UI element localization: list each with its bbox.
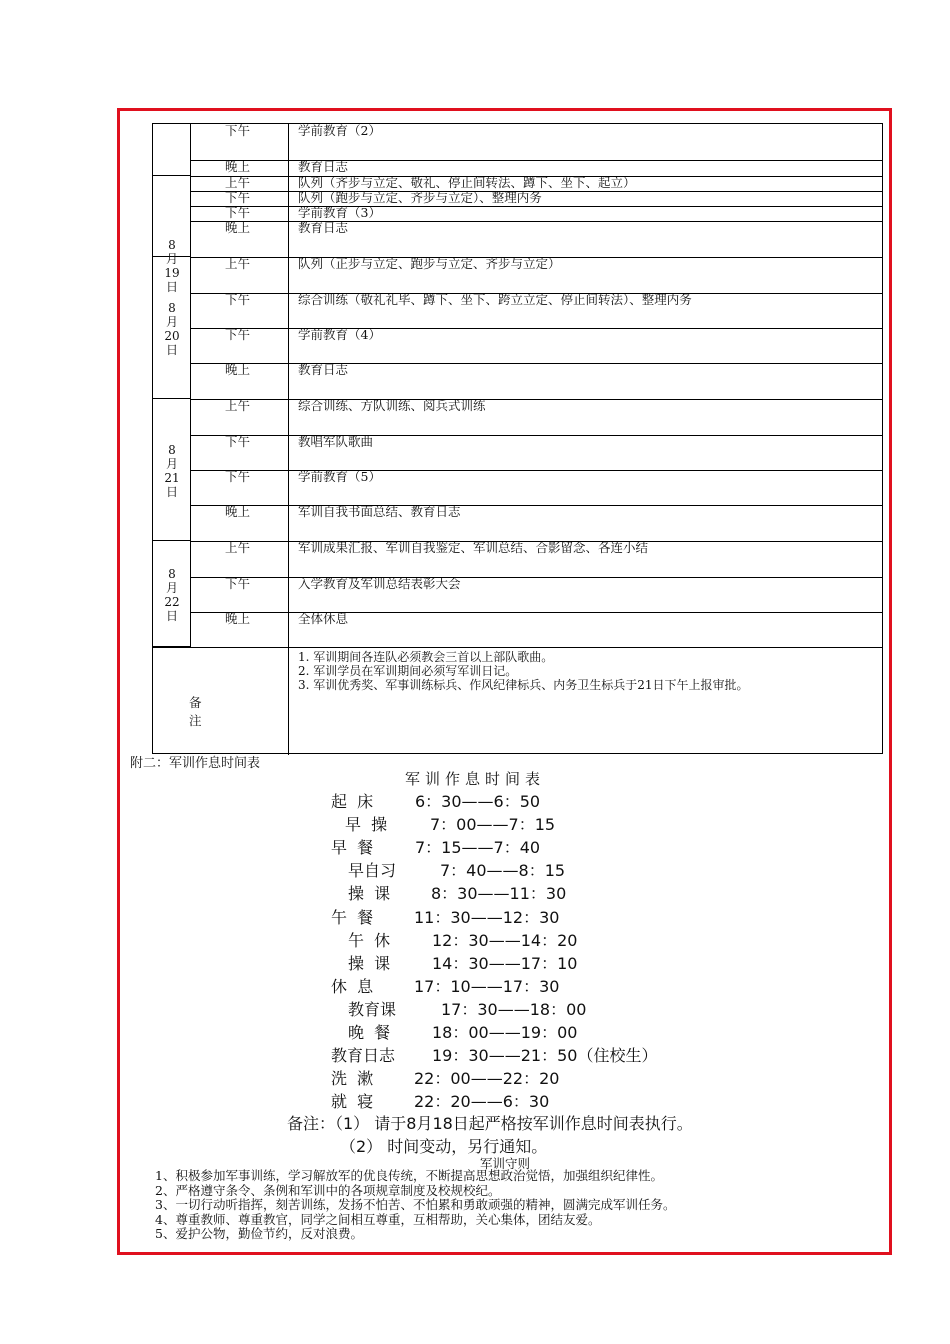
row-divider: [191, 206, 289, 207]
row-divider: [289, 293, 882, 294]
time-cell: 晚上: [191, 363, 289, 399]
content-cell: 教育日志: [298, 220, 349, 235]
row-divider: [289, 363, 882, 364]
row-divider: [289, 176, 882, 177]
row-divider: [289, 541, 882, 542]
time-cell: 下午: [191, 435, 289, 470]
content-cell: 教唱军队歌曲: [298, 434, 374, 449]
content-cell: 教育日志: [298, 159, 349, 174]
timetable-activity: 早自习: [348, 861, 397, 881]
schedule-table: [152, 123, 883, 754]
note-line: 3. 军训优秀奖、军事训练标兵、作风纪律标兵、内务卫生标兵于21日下午上报审批。: [298, 678, 749, 692]
timetable-activity: 教育课: [348, 999, 397, 1019]
row-divider: [289, 191, 882, 192]
row-divider: [289, 470, 882, 471]
date-label: 8 月 21 日: [164, 443, 180, 499]
row-divider: [191, 221, 289, 222]
content-cell: 入学教育及军训总结表彰大会: [298, 576, 461, 591]
row-divider: [191, 470, 289, 471]
row-divider: [191, 399, 289, 400]
timetable-activity: 就 寝: [331, 1092, 374, 1112]
timetable-activity: 洗 漱: [331, 1069, 374, 1089]
timetable-time: 17：30——18：00: [441, 999, 587, 1019]
rule-item: 4、尊重教师、尊重教官，同学之间相互尊重，互相帮助，关心集体，团结友爱。: [155, 1211, 601, 1227]
row-divider: [289, 206, 882, 207]
time-cell: 晚上: [191, 612, 289, 647]
row-divider: [191, 612, 289, 613]
time-cell: 上午: [191, 399, 289, 435]
timetable-time: 12：30——14：20: [432, 930, 578, 950]
timetable-activity: 早 操: [345, 815, 388, 835]
row-divider: [289, 328, 882, 329]
date-label: 8 月 19 日: [164, 238, 180, 294]
row-divider: [289, 612, 882, 613]
time-cell: 晚上: [191, 160, 289, 176]
time-cell: 下午: [191, 577, 289, 612]
row-divider: [191, 505, 289, 506]
date-cell: [153, 541, 191, 647]
row-divider: [191, 293, 289, 294]
row-divider: [191, 176, 289, 177]
timetable-time: 22：20——6：30: [414, 1092, 550, 1112]
time-cell: 上午: [191, 176, 289, 191]
row-divider: [289, 435, 882, 436]
time-cell: 下午: [191, 206, 289, 221]
notes-label: 备注: [189, 695, 240, 728]
timetable-time: 11：30——12：30: [414, 907, 560, 927]
row-divider: [289, 399, 882, 400]
note-line: 1. 军训期间各连队必须教会三首以上部队歌曲。: [298, 650, 554, 664]
row-divider: [289, 505, 882, 506]
content-cell: 学前教育（5）: [298, 469, 381, 484]
rule-item: 5、爱护公物，勤俭节约，反对浪费。: [155, 1226, 363, 1241]
row-divider: [191, 257, 289, 258]
date-cell: [153, 257, 191, 399]
row-divider: [289, 160, 882, 161]
time-cell: 晚上: [191, 221, 289, 257]
timetable-time: 22：00——22：20: [414, 1069, 560, 1089]
timetable-time: 18：00——19：00: [432, 1023, 578, 1042]
timetable-time: 7：40——8：15: [440, 861, 566, 881]
timetable-time: 7：00——7：15: [430, 815, 556, 835]
date-cell: [153, 176, 191, 294]
rule-item: 3、一切行动听指挥，刻苦训练，发扬不怕苦、不怕累和勇敢顽强的精神，圆满完成军训任务。: [155, 1197, 676, 1212]
timetable-time: 17：10——17：30: [414, 976, 560, 996]
rule-item: 1、积极参加军事训练，学习解放军的优良传统，不断提高思想政治觉悟，加强组织纪律性。: [155, 1168, 663, 1183]
timetable-note-1: 备注：（1） 请于8月18日起严格按军训作息时间表执行。: [287, 1114, 693, 1133]
timetable-time: 8：30——11：30: [431, 884, 567, 904]
content-cell: 军训成果汇报、军训自我鉴定、军训总结、合影留念、各连小结: [298, 540, 649, 555]
time-cell: 下午: [191, 470, 289, 505]
content-cell: 军训自我书面总结、教育日志: [298, 504, 461, 519]
timetable-activity: 休 息: [331, 976, 374, 996]
timetable-time: 14：30——17：10: [432, 953, 578, 973]
time-cell: 上午: [191, 541, 289, 577]
timetable-time: 19：30——21：50（住校生）: [432, 1046, 658, 1066]
note-line: 2. 军训学员在军训期间必须写军训日记。: [298, 664, 518, 678]
content-cell: 综合训练、方队训练、阅兵式训练: [298, 398, 486, 413]
row-divider: [191, 363, 289, 364]
time-cell: 下午: [191, 191, 289, 206]
row-divider: [191, 328, 289, 329]
date-cell: [153, 124, 191, 176]
rules-title: 军训守则: [479, 1156, 530, 1171]
appendix-label: 附二：军训作息时间表: [130, 756, 261, 771]
date-label: 8 月 22 日: [164, 567, 180, 623]
content-cell: 队列（正步与立定、跑步与立定、齐步与立定）: [298, 256, 561, 271]
row-divider: [289, 257, 882, 258]
content-cell: 综合训练（敬礼礼毕、蹲下、坐下、跨立立定、停止间转法）、整理内务: [298, 292, 692, 307]
content-cell: 队列（齐步与立定、敬礼、停止间转法、蹲下、坐下、起立）: [298, 175, 636, 190]
time-cell: 下午: [191, 124, 289, 160]
row-divider: [191, 435, 289, 436]
timetable-time: 6：30——6：50: [415, 792, 541, 811]
notes-label-cell: [153, 647, 289, 755]
timetable-note-2: （2） 时间变动，另行通知。: [340, 1137, 548, 1156]
row-divider: [191, 191, 289, 192]
rule-item: 2、严格遵守条令、条例和军训中的各项规章制度及校规校纪。: [155, 1182, 501, 1198]
time-cell: 下午: [191, 328, 289, 363]
timetable-time: 7：15——7：40: [415, 838, 541, 858]
timetable-activity: 早 餐: [331, 838, 374, 858]
timetable-activity: 午 餐: [331, 907, 374, 927]
timetable-activity: 晚 餐: [348, 1023, 391, 1042]
date-label: 8 月 20 日: [164, 301, 180, 357]
row-divider: [191, 541, 289, 542]
content-cell: 全体休息: [298, 611, 349, 626]
timetable-activity: 起 床: [331, 792, 374, 811]
timetable-activity: 操 课: [348, 884, 391, 904]
content-cell: 学前教育（2）: [298, 123, 381, 138]
time-cell: 晚上: [191, 505, 289, 541]
content-cell: 学前教育（3）: [298, 205, 381, 220]
rules-list: [155, 1169, 675, 1242]
notes-cell: [289, 647, 882, 755]
content-cell: 教育日志: [298, 362, 349, 377]
row-divider: [191, 577, 289, 578]
timetable-activity: 午 休: [348, 930, 391, 950]
date-cell: [153, 399, 191, 541]
content-cell: 队列（跑步与立定、齐步与立定）、整理内务: [298, 190, 542, 205]
timetable-title: 军训作息时间表: [404, 770, 545, 788]
row-divider: [191, 160, 289, 161]
time-cell: 下午: [191, 293, 289, 328]
time-cell: 上午: [191, 257, 289, 293]
row-divider: [289, 577, 882, 578]
content-cell: 学前教育（4）: [298, 327, 381, 342]
row-divider: [289, 221, 882, 222]
timetable-activity: 教育日志: [331, 1046, 396, 1066]
timetable-activity: 操 课: [348, 953, 391, 973]
